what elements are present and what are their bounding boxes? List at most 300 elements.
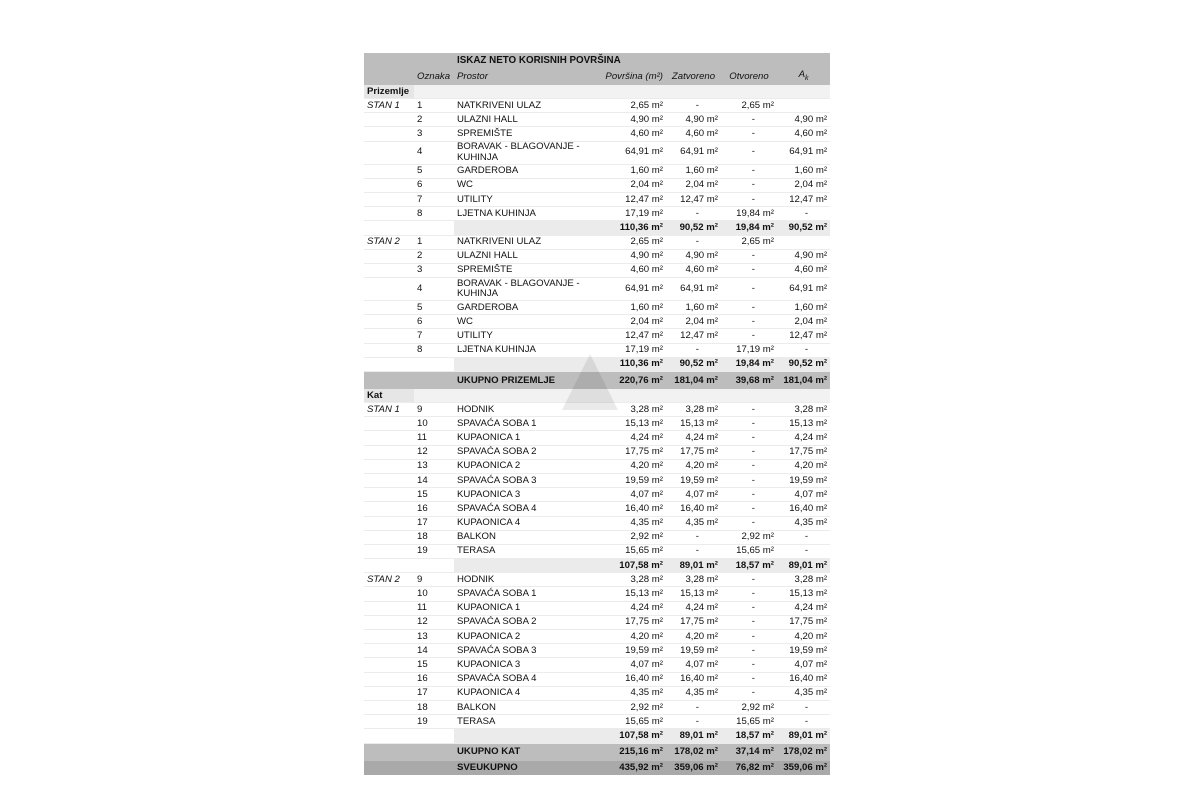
header-cell	[364, 69, 414, 85]
area-value: 1,60 m²	[600, 164, 666, 178]
room-number: 1	[414, 235, 454, 249]
table-row	[364, 113, 830, 127]
grand-total-row	[364, 761, 830, 775]
area-value: 15,65 m²	[600, 544, 666, 558]
area-value: 4,35 m²	[600, 516, 666, 530]
table-row	[364, 207, 830, 221]
header-zatvoreno: Zatvoreno	[666, 69, 721, 85]
table-row	[364, 573, 830, 587]
room-number: 14	[414, 644, 454, 658]
section-total-label: UKUPNO KAT	[454, 743, 600, 761]
area-value: 12,47 m²	[600, 192, 666, 206]
table-row	[364, 192, 830, 206]
ak-value: 19,59 m²	[777, 473, 830, 487]
room-number: 9	[414, 573, 454, 587]
room-number: 15	[414, 488, 454, 502]
closed-value: 16,40 m²	[666, 672, 721, 686]
open-value: -	[721, 615, 777, 629]
section-total-value: 181,04 m²	[666, 372, 721, 390]
open-value: 2,92 m²	[721, 530, 777, 544]
room-number: 7	[414, 192, 454, 206]
area-value: 1,60 m²	[600, 301, 666, 315]
open-value: -	[721, 459, 777, 473]
area-value: 19,59 m²	[600, 473, 666, 487]
room-name: GARDEROBA	[454, 301, 600, 315]
open-value: -	[721, 249, 777, 263]
empty-cell	[600, 85, 666, 99]
empty-cell	[364, 329, 414, 343]
unit-label: STAN 1	[364, 403, 414, 417]
table-row	[364, 141, 830, 164]
area-value: 2,04 m²	[600, 315, 666, 329]
room-number: 10	[414, 417, 454, 431]
empty-cell	[364, 301, 414, 315]
empty-cell	[454, 389, 600, 403]
area-value: 64,91 m²	[600, 278, 666, 301]
closed-value: 2,04 m²	[666, 315, 721, 329]
open-value: -	[721, 178, 777, 192]
empty-cell	[364, 502, 414, 516]
table-row	[364, 686, 830, 700]
open-value: -	[721, 141, 777, 164]
closed-value: -	[666, 207, 721, 221]
section-header-row	[364, 389, 830, 403]
area-value: 16,40 m²	[600, 502, 666, 516]
subtotal-value: 107,58 m²	[600, 559, 666, 573]
open-value: 19,84 m²	[721, 207, 777, 221]
closed-value: 15,13 m²	[666, 417, 721, 431]
area-value: 19,59 m²	[600, 644, 666, 658]
room-name: SPAVAĆA SOBA 2	[454, 615, 600, 629]
table-row	[364, 700, 830, 714]
room-number: 18	[414, 700, 454, 714]
empty-cell	[364, 587, 414, 601]
table-row	[364, 249, 830, 263]
empty-cell	[364, 315, 414, 329]
room-name: SPAVAĆA SOBA 3	[454, 644, 600, 658]
table-row	[364, 459, 830, 473]
ak-value: 64,91 m²	[777, 278, 830, 301]
empty-cell	[364, 559, 414, 573]
subtotal-value: 89,01 m²	[777, 559, 830, 573]
closed-value: -	[666, 715, 721, 729]
subtotal-value: 19,84 m²	[721, 357, 777, 371]
ak-value: -	[777, 343, 830, 357]
ak-value: -	[777, 530, 830, 544]
table-row	[364, 502, 830, 516]
open-value: -	[721, 630, 777, 644]
closed-value: 4,20 m²	[666, 630, 721, 644]
room-name: BORAVAK - BLAGOVANJE - KUHINJA	[454, 278, 600, 301]
ak-value: 2,04 m²	[777, 315, 830, 329]
closed-value: -	[666, 700, 721, 714]
area-value: 4,60 m²	[600, 127, 666, 141]
table-row	[364, 715, 830, 729]
ak-value: -	[777, 207, 830, 221]
open-value: -	[721, 417, 777, 431]
grand-total-value: 435,92 m²	[600, 761, 666, 775]
subtotal-value: 90,52 m²	[777, 221, 830, 235]
area-value: 17,19 m²	[600, 207, 666, 221]
subtotal-value: 89,01 m²	[666, 729, 721, 743]
ak-value: -	[777, 700, 830, 714]
empty-cell	[364, 488, 414, 502]
table-row	[364, 544, 830, 558]
room-number: 8	[414, 207, 454, 221]
closed-value: 4,07 m²	[666, 488, 721, 502]
empty-cell	[364, 113, 414, 127]
section-total-label: UKUPNO PRIZEMLJE	[454, 372, 600, 390]
room-name: KUPAONICA 2	[454, 459, 600, 473]
table-row	[364, 431, 830, 445]
ak-value	[777, 99, 830, 113]
room-name: KUPAONICA 1	[454, 431, 600, 445]
subtotal-row	[364, 357, 830, 371]
room-number: 2	[414, 249, 454, 263]
room-number: 16	[414, 672, 454, 686]
subtotal-value: 18,57 m²	[721, 559, 777, 573]
header-ak	[777, 69, 830, 85]
open-value: -	[721, 315, 777, 329]
table-row	[364, 644, 830, 658]
empty-cell	[414, 743, 454, 761]
open-value: -	[721, 686, 777, 700]
header-oznaka: Oznaka	[414, 69, 454, 85]
room-name: UTILITY	[454, 192, 600, 206]
table-row	[364, 658, 830, 672]
room-number: 6	[414, 178, 454, 192]
area-value: 15,13 m²	[600, 587, 666, 601]
area-value: 4,07 m²	[600, 488, 666, 502]
grand-total-label: SVEUKUPNO	[454, 761, 600, 775]
closed-value: 4,24 m²	[666, 431, 721, 445]
open-value: 15,65 m²	[721, 544, 777, 558]
grand-total-value: 359,06 m²	[666, 761, 721, 775]
room-name: SPAVAĆA SOBA 4	[454, 502, 600, 516]
table-row	[364, 672, 830, 686]
subtotal-value: 107,58 m²	[600, 729, 666, 743]
table-row	[364, 301, 830, 315]
ak-value: 4,60 m²	[777, 263, 830, 277]
empty-cell	[414, 729, 454, 743]
area-value: 2,65 m²	[600, 99, 666, 113]
subtotal-row	[364, 221, 830, 235]
open-value: -	[721, 192, 777, 206]
table-row	[364, 263, 830, 277]
grand-total-value: 359,06 m²	[777, 761, 830, 775]
table-row	[364, 473, 830, 487]
empty-cell	[414, 389, 454, 403]
empty-cell	[454, 559, 600, 573]
area-value: 3,28 m²	[600, 573, 666, 587]
empty-cell	[364, 207, 414, 221]
empty-cell	[364, 278, 414, 301]
ak-value: 12,47 m²	[777, 329, 830, 343]
closed-value: 2,04 m²	[666, 178, 721, 192]
room-name: LJETNA KUHINJA	[454, 343, 600, 357]
empty-cell	[364, 672, 414, 686]
room-number: 10	[414, 587, 454, 601]
ak-value: 4,90 m²	[777, 249, 830, 263]
open-value: -	[721, 644, 777, 658]
empty-cell	[364, 644, 414, 658]
empty-cell	[364, 221, 414, 235]
ak-value: 16,40 m²	[777, 502, 830, 516]
table-header-row	[364, 69, 830, 85]
room-name: TERASA	[454, 544, 600, 558]
room-name: SPAVAĆA SOBA 1	[454, 587, 600, 601]
room-number: 16	[414, 502, 454, 516]
ak-value: 4,35 m²	[777, 686, 830, 700]
open-value: -	[721, 587, 777, 601]
table-row	[364, 315, 830, 329]
ak-value: 3,28 m²	[777, 403, 830, 417]
room-number: 9	[414, 403, 454, 417]
table-row	[364, 445, 830, 459]
room-number: 2	[414, 113, 454, 127]
open-value: -	[721, 516, 777, 530]
room-number: 4	[414, 278, 454, 301]
subtotal-value: 110,36 m²	[600, 357, 666, 371]
room-name: KUPAONICA 2	[454, 630, 600, 644]
section-label: Prizemlje	[364, 85, 414, 99]
ak-value: 2,04 m²	[777, 178, 830, 192]
room-name: KUPAONICA 1	[454, 601, 600, 615]
ak-value: 12,47 m²	[777, 192, 830, 206]
room-number: 3	[414, 127, 454, 141]
area-table	[364, 53, 830, 775]
open-value: -	[721, 278, 777, 301]
room-number: 6	[414, 315, 454, 329]
empty-cell	[777, 85, 830, 99]
empty-cell	[414, 372, 454, 390]
area-table-body	[364, 53, 830, 775]
ak-value: 4,07 m²	[777, 658, 830, 672]
closed-value: 4,90 m²	[666, 113, 721, 127]
empty-cell	[414, 357, 454, 371]
ak-value	[777, 235, 830, 249]
open-value: -	[721, 601, 777, 615]
room-number: 19	[414, 715, 454, 729]
closed-value: 19,59 m²	[666, 644, 721, 658]
empty-cell	[414, 85, 454, 99]
area-value: 17,75 m²	[600, 445, 666, 459]
table-row	[364, 99, 830, 113]
empty-cell	[364, 761, 414, 775]
room-name: LJETNA KUHINJA	[454, 207, 600, 221]
area-table-sheet	[364, 53, 830, 775]
closed-value: 17,75 m²	[666, 445, 721, 459]
closed-value: 64,91 m²	[666, 141, 721, 164]
area-value: 2,65 m²	[600, 235, 666, 249]
area-value: 15,65 m²	[600, 715, 666, 729]
ak-value: -	[777, 544, 830, 558]
ak-value: 17,75 m²	[777, 615, 830, 629]
empty-cell	[414, 559, 454, 573]
room-number: 1	[414, 99, 454, 113]
room-number: 17	[414, 516, 454, 530]
empty-cell	[364, 729, 414, 743]
subtotal-value: 90,52 m²	[666, 357, 721, 371]
room-number: 5	[414, 301, 454, 315]
empty-cell	[600, 389, 666, 403]
closed-value: -	[666, 343, 721, 357]
subtotal-value: 19,84 m²	[721, 221, 777, 235]
unit-label: STAN 2	[364, 235, 414, 249]
ak-value: 4,24 m²	[777, 431, 830, 445]
section-total-value: 178,02 m²	[666, 743, 721, 761]
ak-value: 4,20 m²	[777, 459, 830, 473]
open-value: -	[721, 431, 777, 445]
closed-value: 1,60 m²	[666, 164, 721, 178]
ak-value: 16,40 m²	[777, 672, 830, 686]
table-row	[364, 127, 830, 141]
closed-value: -	[666, 544, 721, 558]
subtotal-row	[364, 729, 830, 743]
room-name: BALKON	[454, 530, 600, 544]
room-name: GARDEROBA	[454, 164, 600, 178]
room-number: 11	[414, 431, 454, 445]
table-title-row	[364, 53, 830, 69]
table-row	[364, 178, 830, 192]
open-value: 2,65 m²	[721, 99, 777, 113]
area-value: 15,13 m²	[600, 417, 666, 431]
closed-value: 4,35 m²	[666, 516, 721, 530]
subtotal-row	[364, 559, 830, 573]
subtotal-value: 18,57 m²	[721, 729, 777, 743]
section-total-value: 178,02 m²	[777, 743, 830, 761]
empty-cell	[364, 445, 414, 459]
empty-cell	[454, 357, 600, 371]
empty-cell	[364, 686, 414, 700]
open-value: -	[721, 127, 777, 141]
section-total-value: 39,68 m²	[721, 372, 777, 390]
empty-cell	[364, 459, 414, 473]
open-value: 15,65 m²	[721, 715, 777, 729]
open-value: -	[721, 658, 777, 672]
empty-cell	[364, 715, 414, 729]
section-label: Kat	[364, 389, 414, 403]
room-number: 13	[414, 630, 454, 644]
closed-value: -	[666, 235, 721, 249]
ak-value: 4,07 m²	[777, 488, 830, 502]
open-value: -	[721, 403, 777, 417]
section-total-value: 37,14 m²	[721, 743, 777, 761]
area-value: 4,60 m²	[600, 263, 666, 277]
header-prostor: Prostor	[454, 69, 600, 85]
empty-cell	[454, 85, 600, 99]
room-name: KUPAONICA 4	[454, 516, 600, 530]
area-value: 2,04 m²	[600, 178, 666, 192]
ak-value: 4,20 m²	[777, 630, 830, 644]
empty-cell	[364, 372, 414, 390]
open-value: -	[721, 301, 777, 315]
open-value: -	[721, 502, 777, 516]
empty-cell	[364, 192, 414, 206]
room-name: BALKON	[454, 700, 600, 714]
empty-cell	[364, 357, 414, 371]
empty-cell	[364, 473, 414, 487]
ak-value: -	[777, 715, 830, 729]
table-row	[364, 615, 830, 629]
room-name: SPREMIŠTE	[454, 263, 600, 277]
empty-cell	[364, 164, 414, 178]
table-title: ISKAZ NETO KORISNIH POVRŠINA	[454, 53, 830, 69]
room-name: HODNIK	[454, 403, 600, 417]
room-number: 5	[414, 164, 454, 178]
table-row	[364, 530, 830, 544]
room-number: 12	[414, 615, 454, 629]
ak-value: 19,59 m²	[777, 644, 830, 658]
open-value: -	[721, 164, 777, 178]
room-name: SPAVAĆA SOBA 1	[454, 417, 600, 431]
room-name: SPAVAĆA SOBA 3	[454, 473, 600, 487]
room-name: KUPAONICA 3	[454, 488, 600, 502]
empty-cell	[364, 431, 414, 445]
table-row	[364, 235, 830, 249]
area-value: 4,20 m²	[600, 459, 666, 473]
room-number: 19	[414, 544, 454, 558]
section-total-row	[364, 372, 830, 390]
area-value: 64,91 m²	[600, 141, 666, 164]
table-row	[364, 488, 830, 502]
ak-value: 3,28 m²	[777, 573, 830, 587]
empty-cell	[364, 743, 414, 761]
ak-value: 17,75 m²	[777, 445, 830, 459]
table-row	[364, 601, 830, 615]
ak-value: 4,35 m²	[777, 516, 830, 530]
area-value: 4,24 m²	[600, 601, 666, 615]
area-value: 4,07 m²	[600, 658, 666, 672]
empty-cell	[364, 544, 414, 558]
area-value: 16,40 m²	[600, 672, 666, 686]
open-value: -	[721, 113, 777, 127]
room-number: 11	[414, 601, 454, 615]
open-value: 17,19 m²	[721, 343, 777, 357]
section-total-row	[364, 743, 830, 761]
room-name: SPAVAĆA SOBA 2	[454, 445, 600, 459]
empty-cell	[364, 249, 414, 263]
closed-value: 3,28 m²	[666, 403, 721, 417]
room-name: HODNIK	[454, 573, 600, 587]
section-total-value: 181,04 m²	[777, 372, 830, 390]
subtotal-value: 89,01 m²	[666, 559, 721, 573]
subtotal-value: 90,52 m²	[666, 221, 721, 235]
ak-value: 15,13 m²	[777, 417, 830, 431]
room-number: 14	[414, 473, 454, 487]
empty-cell	[364, 127, 414, 141]
room-number: 15	[414, 658, 454, 672]
ak-value: 64,91 m²	[777, 141, 830, 164]
empty-cell	[364, 417, 414, 431]
empty-cell	[364, 530, 414, 544]
closed-value: 16,40 m²	[666, 502, 721, 516]
open-value: -	[721, 573, 777, 587]
open-value: -	[721, 473, 777, 487]
subtotal-value: 90,52 m²	[777, 357, 830, 371]
empty-cell	[666, 389, 721, 403]
closed-value: 12,47 m²	[666, 192, 721, 206]
open-value: 2,92 m²	[721, 700, 777, 714]
ak-value: 4,90 m²	[777, 113, 830, 127]
room-name: UTILITY	[454, 329, 600, 343]
closed-value: 3,28 m²	[666, 573, 721, 587]
room-number: 18	[414, 530, 454, 544]
ak-value: 4,60 m²	[777, 127, 830, 141]
open-value: 2,65 m²	[721, 235, 777, 249]
closed-value: 4,07 m²	[666, 658, 721, 672]
area-value: 4,35 m²	[600, 686, 666, 700]
